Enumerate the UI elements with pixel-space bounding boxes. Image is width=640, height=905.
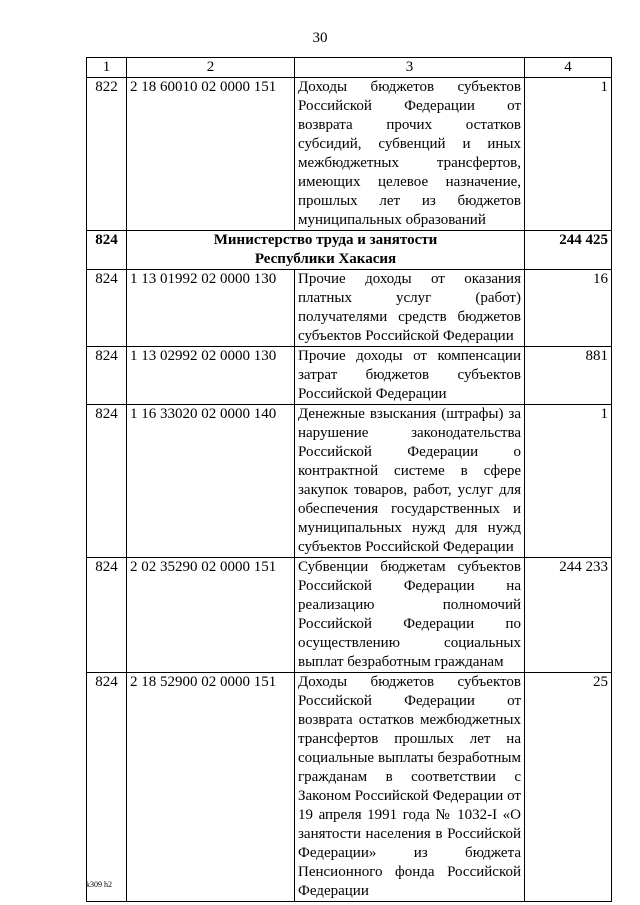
table-row bbox=[87, 558, 612, 673]
amount: 881 bbox=[525, 347, 612, 405]
revenue-description: Прочие доходы от компенсации затрат бюджетов субъектов Российской Федерации bbox=[295, 347, 525, 405]
admin-code: 824 bbox=[87, 231, 127, 270]
admin-code: 824 bbox=[87, 270, 127, 347]
revenue-description: Субвенции бюджетам субъектов Российской Федерации на реализацию полномочий Российской Федерации по осуществлению социальных выплат безработным гражданам bbox=[295, 558, 525, 673]
page-number: 30 bbox=[312, 30, 328, 46]
table-row bbox=[87, 405, 612, 558]
budget-classification-code: 2 18 52900 02 0000 151 bbox=[127, 673, 295, 902]
budget-classification-code: 1 13 02992 02 0000 130 bbox=[127, 347, 295, 405]
ministry-name-line: Министерство труда и занятости bbox=[213, 232, 438, 248]
admin-code: 824 bbox=[87, 347, 127, 405]
amount: 1 bbox=[525, 78, 612, 231]
table-row bbox=[87, 270, 612, 347]
column-header: 1 bbox=[87, 58, 127, 78]
amount: 25 bbox=[525, 673, 612, 902]
budget-classification-code: 2 02 35290 02 0000 151 bbox=[127, 558, 295, 673]
footer-code: k309 h2 bbox=[86, 880, 112, 889]
budget-classification-code: 1 16 33020 02 0000 140 bbox=[127, 405, 295, 558]
revenue-description: Прочие доходы от оказания платных услуг (работ) получателями средств бюджетов субъектов Российской Федерации bbox=[295, 270, 525, 347]
ministry-total: 244 425 bbox=[525, 231, 612, 270]
revenue-description: Доходы бюджетов субъектов Российской Федерации от возврата остатков межбюджетных трансфертов прошлых лет на социальные выплаты безработным гражданам в соответствии с Законом Российской Федерации от 19 апреля 1991 года № 1032-I «О занятости населения в Российской Федерации» из бюджета Пенсионного фонда Российской Федерации bbox=[295, 673, 525, 902]
table-header-row bbox=[87, 58, 612, 78]
ministry-name bbox=[127, 231, 525, 270]
budget-classification-code: 2 18 60010 02 0000 151 bbox=[127, 78, 295, 231]
table-row bbox=[87, 673, 612, 902]
amount: 244 233 bbox=[525, 558, 612, 673]
admin-code: 824 bbox=[87, 558, 127, 673]
admin-code: 824 bbox=[87, 673, 127, 902]
budget-classification-code: 1 13 01992 02 0000 130 bbox=[127, 270, 295, 347]
amount: 1 bbox=[525, 405, 612, 558]
admin-code: 822 bbox=[87, 78, 127, 231]
amount: 16 bbox=[525, 270, 612, 347]
table-row bbox=[87, 78, 612, 231]
revenue-description: Доходы бюджетов субъектов Российской Федерации от возврата прочих остатков субсидий, субвенций и иных межбюджетных трансфертов, имеющих целевое назначение, прошлых лет из бюджетов муниципальных образований bbox=[295, 78, 525, 231]
revenue-table bbox=[86, 57, 612, 902]
revenue-description: Денежные взыскания (штрафы) за нарушение законодательства Российской Федерации о контрактной системе в сфере закупок товаров, работ, услуг для обеспечения государственных и муниципальных нужд для нужд субъектов Российской Федерации bbox=[295, 405, 525, 558]
admin-code: 824 bbox=[87, 405, 127, 558]
table-row bbox=[87, 347, 612, 405]
ministry-name-line: Республики Хакасия bbox=[254, 251, 397, 267]
column-header: 2 bbox=[127, 58, 295, 78]
ministry-row bbox=[87, 231, 612, 270]
column-header: 3 bbox=[295, 58, 525, 78]
column-header: 4 bbox=[525, 58, 612, 78]
